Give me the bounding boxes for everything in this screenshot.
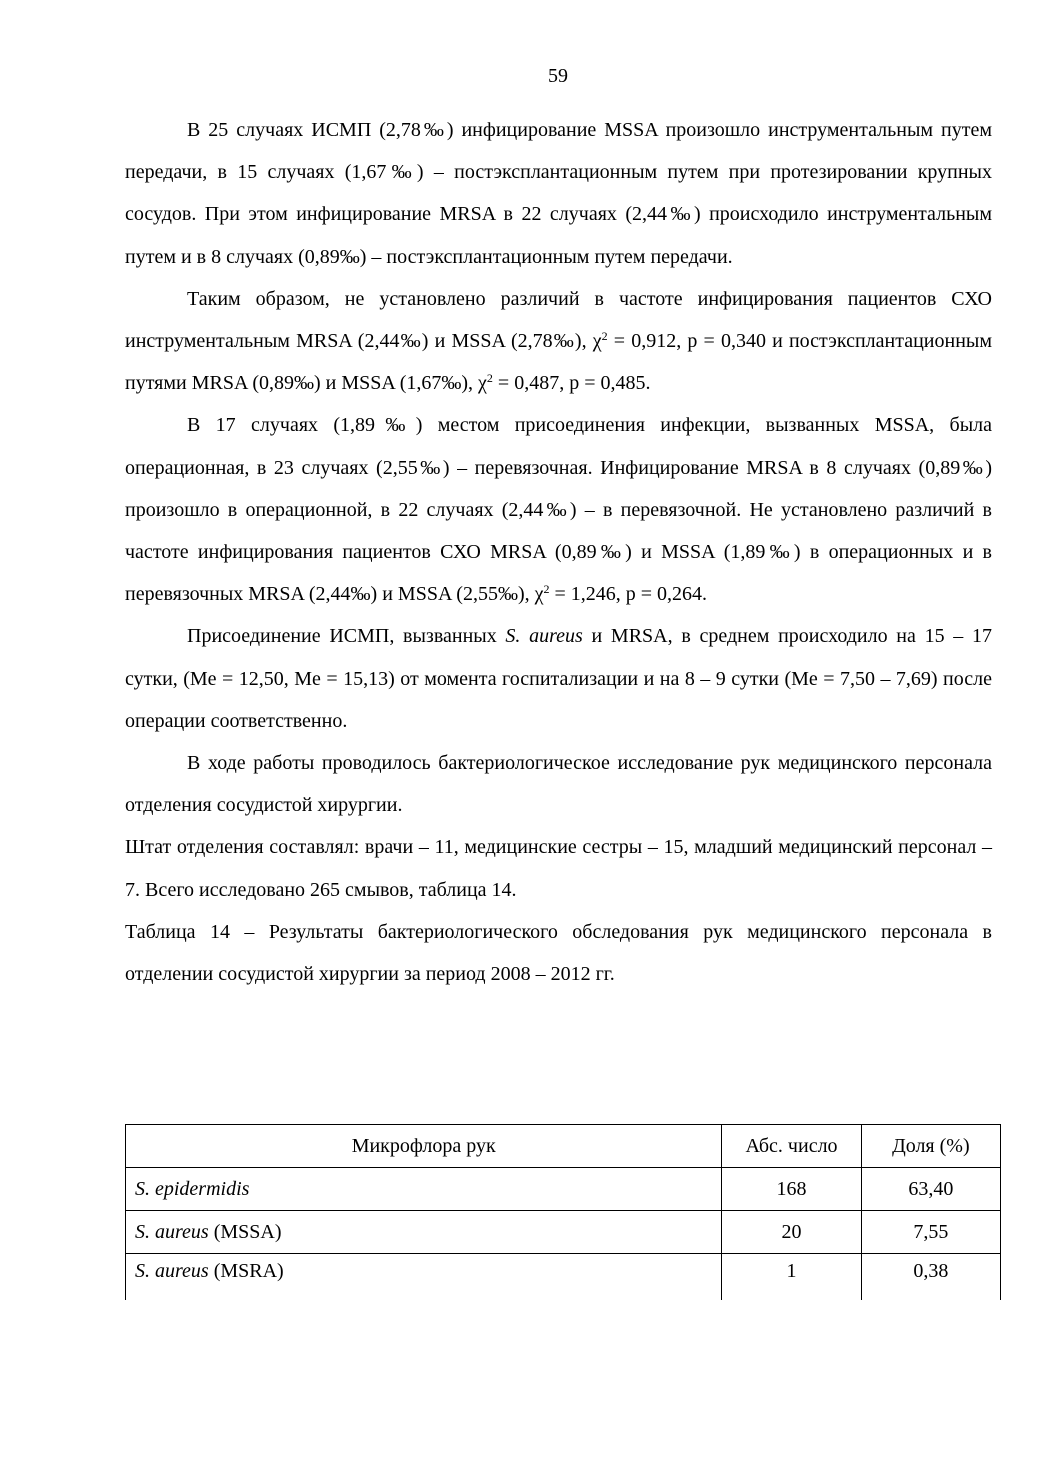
cell-abs-number: 1: [722, 1254, 861, 1301]
cell-microflora: [126, 1168, 722, 1211]
cell-microflora: [126, 1211, 722, 1254]
cell-abs-number: 168: [722, 1168, 861, 1211]
header-share: Доля (%): [861, 1125, 1000, 1168]
table-row: [126, 1168, 1001, 1211]
species-suffix: (MSRA): [208, 1260, 284, 1282]
text-fragment: В 17 случаях (1,89‰) местом присоединения инфекции, вызванных MSSA, была операционная, в 23 случаях (2,55‰) – перевязочная. Инфицирование MRSA в 8 случаях (0,89‰) произошло в операционной, в 22 случаях (2,44‰) – в перевязочной. Не установлено различий в частоте инфицирования пациентов СХО MRSA (0,89‰) и MSSA (1,89‰) в операционных и в перевязочных MRSA (2,44‰) и MSSA (2,55‰), χ: [125, 414, 992, 606]
superscript: 2: [601, 328, 608, 343]
table-header-row: [126, 1125, 1001, 1168]
text-fragment: Таким образом, не установлено различий в частоте инфицирования пациентов СХО инструментальным MRSA (2,44‰) и MSSA (2,78‰), χ: [125, 287, 992, 353]
text-fragment: = 0,487, p = 0,485.: [492, 372, 651, 395]
page-number: 59: [548, 65, 568, 87]
cell-microflora: [126, 1254, 722, 1301]
paragraph-transmission-routes: В 25 случаях ИСМП (2,78‰) инфицирование MSSA произошло инструментальным путем передачи, в 15 случаях (1,67‰) – постэксплантационным путем при протезировании крупных сосудов. При этом инфицирование MRSA в 22 случаях (2,44‰) происходило инструментальным путем и в 8 случаях (0,89‰) – постэксплантационным путем передачи.: [125, 119, 992, 268]
superscript: 2: [486, 371, 493, 386]
paragraph-staff: Штат отделения составлял: врачи – 11, медицинские сестры – 15, младший медицинский персонал – 7. Всего исследовано 265 смывов, таблица 14.: [125, 836, 992, 901]
cell-share: 0,38: [861, 1254, 1000, 1301]
species-name: S. aureus: [135, 1260, 209, 1282]
superscript: 2: [543, 582, 550, 597]
table-row: [126, 1254, 1001, 1301]
paragraph-chi-square-routes: [125, 278, 992, 405]
species-name: S. epidermidis: [135, 1177, 250, 1200]
species-suffix: (MSSA): [208, 1220, 282, 1243]
text-fragment: и MRSA, в среднем происходило на 15 – 17 сутки, (Me = 12,50, Me = 15,13) от момента госпитализации и на 8 – 9 сутки (Me = 7,50 – 7,69) после операции соответственно.: [125, 625, 992, 732]
paragraph-infection-location: [125, 404, 992, 615]
results-table: [125, 1124, 1001, 1300]
species-name: S. aureus: [135, 1220, 209, 1243]
header-microflora: Микрофлора рук: [126, 1125, 722, 1168]
text-fragment: Присоединение ИСМП, вызванных: [187, 625, 506, 648]
cell-share: 63,40: [861, 1168, 1000, 1211]
body-text: [125, 109, 992, 995]
cell-share: 7,55: [861, 1211, 1000, 1254]
text-fragment: = 1,246, p = 0,264.: [549, 583, 708, 606]
header-abs-number: Абс. число: [722, 1125, 861, 1168]
paragraph-timing: [125, 615, 992, 742]
species-name: S. aureus: [505, 625, 583, 648]
table-caption: Таблица 14 – Результаты бактериологического обследования рук медицинского персонала в отделении сосудистой хирургии за период 2008 – 2012 гг.: [125, 920, 992, 986]
text-fragment: = 0,912, p = 0,340 и постэксплантационным путями MRSA (0,89‰) и MSSA (1,67‰), χ: [125, 330, 992, 395]
paragraph-hand-study: В ходе работы проводилось бактериологическое исследование рук медицинского персонала отделения сосудистой хирургии.: [125, 752, 992, 817]
cell-abs-number: 20: [722, 1211, 861, 1254]
table-row: [126, 1211, 1001, 1254]
